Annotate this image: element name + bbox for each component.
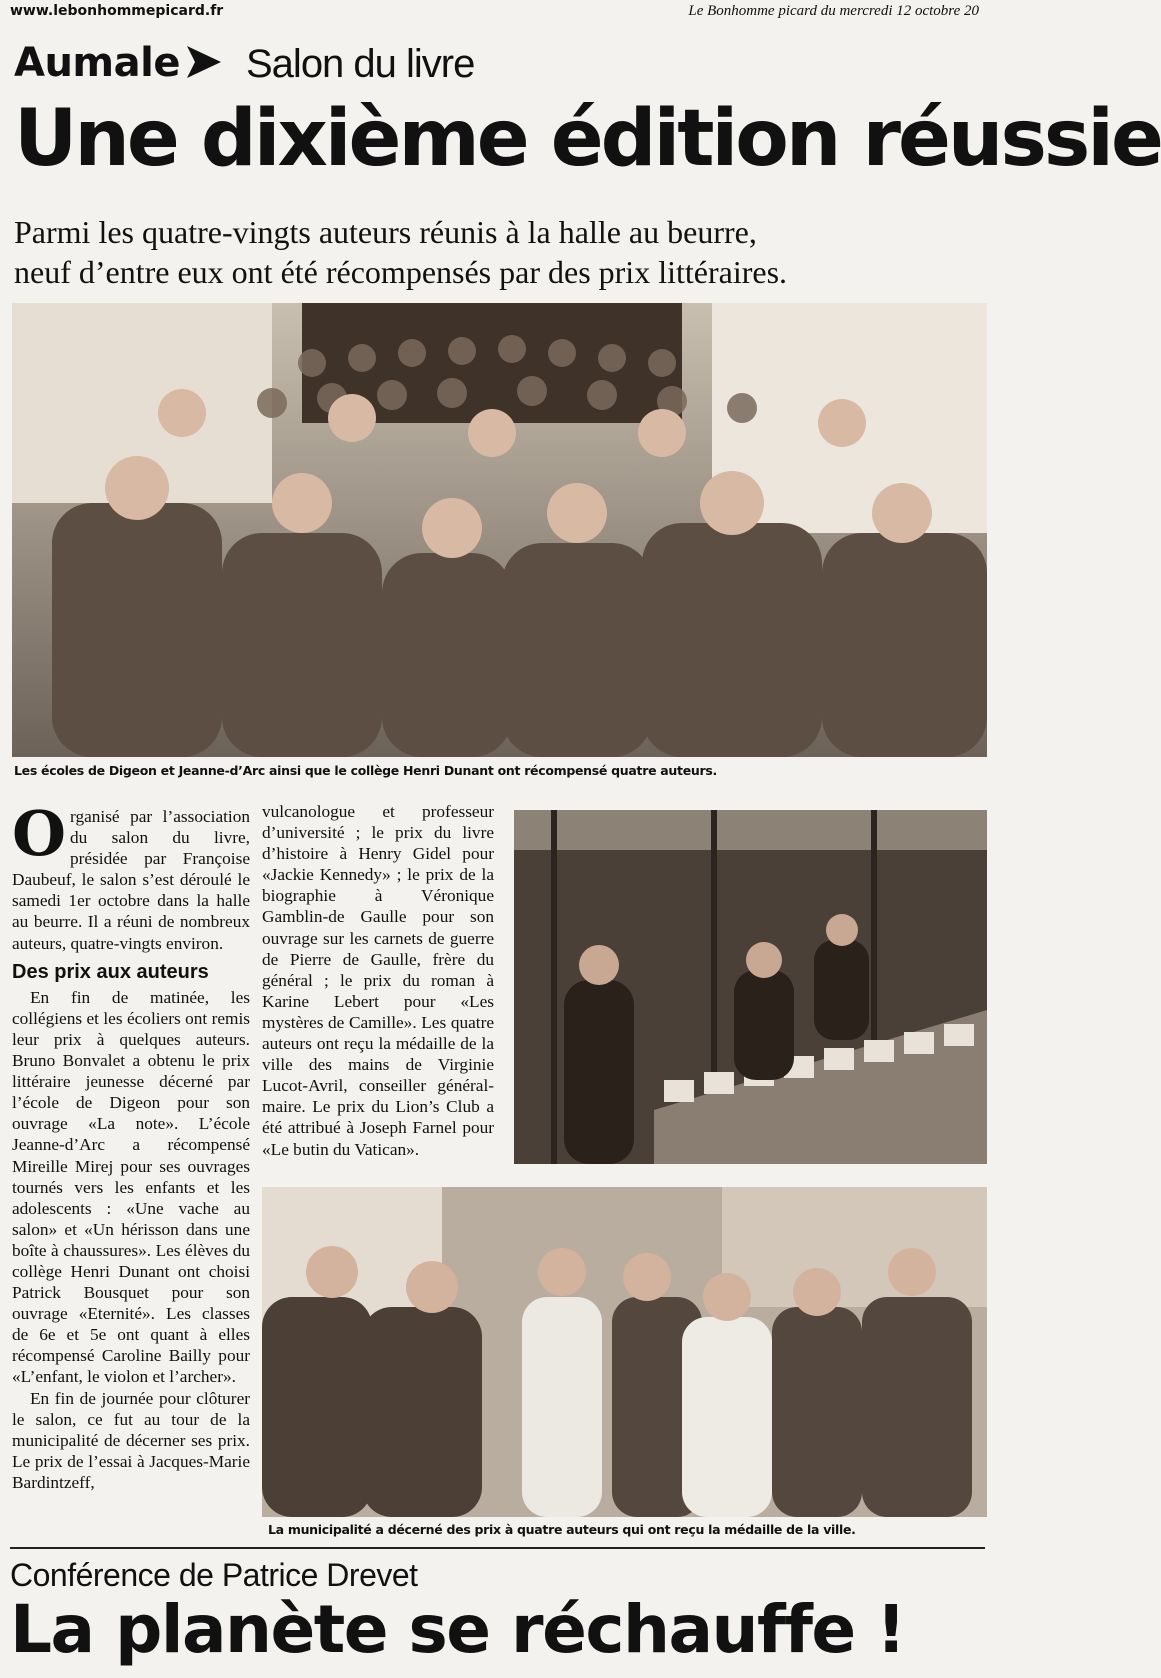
article-column-2 (262, 801, 494, 1160)
locality-label: Aumale (14, 40, 180, 86)
standfirst (14, 212, 982, 292)
group-photo (12, 303, 987, 757)
standfirst-line: neuf d’entre eux ont été récompensés par des prix littéraires. (14, 254, 788, 290)
drop-cap: O (12, 797, 67, 870)
headline: Une dixième édition réussie (14, 94, 1161, 184)
intro-paragraph: rganisé par l’association du salon du livre, présidée par Françoise Daubeuf, le salon s’est déroulé le samedi 1er octobre dans la halle au beurre. Il a réuni de nombreux auteurs, quatre-vingts environ. (12, 807, 250, 953)
date-line: Le Bonhomme picard du mercredi 12 octobre 20 (688, 3, 979, 19)
next-article-headline: La planète se réchauffe ! (10, 1591, 905, 1668)
body-paragraph: vulcanologue et professeur d’université ; le prix du livre d’histoire à Henry Gidel pour «Jackie Kennedy» ; le prix de la biographie à Véronique Gamblin-de Gaulle pour son ouvrage sur les carnets de guerre de Pierre de Gaulle, frère du général ; le prix du roman à Karine Lebert pour «Les mystères de Camille». Les quatre auteurs ont reçu la médaille de la ville des mains de Virginie Lucot-Avril, conseiller général-maire. Le prix du Lion’s Club a été attribué à Joseph Farnel pour «Le butin du Vatican». (262, 802, 494, 1159)
body-paragraph: En fin de matinée, les collégiens et les écoliers ont remis leur prix à quelques auteurs. Bruno Bonvalet a obtenu le prix littéraire jeunesse décerné par l’école de Digeon pour son ouvrage «La note». L’école Jeanne-d’Arc a récompensé Mireille Mirej pour ses ouvrages tournés vers les enfants et les adolescents : «Une vache au salon» et «Un hérisson dans une boîte à chaussures». Les élèves du collège Henri Dunant ont choisi Patrick Bousquet pour son ouvrage «Eternité». Les classes de 6e et 5e ont quant à elles récompensé Caroline Bailly pour «L’enfant, le violon et l’archer». (12, 987, 250, 1387)
section-label: Salon du livre (246, 42, 475, 86)
divider (10, 1547, 985, 1549)
next-article-kicker: Conférence de Patrice Drevet (10, 1557, 418, 1593)
award-winners-photo (262, 1187, 987, 1517)
body-paragraph: En fin de journée pour clôturer le salon, ce fut au tour de la municipalité de décerner ses prix. Le prix de l’essai à Jacques-Marie Bardintzeff, (12, 1388, 250, 1492)
standfirst-line: Parmi les quatre-vingts auteurs réunis à la halle au beurre, (14, 214, 757, 250)
book-fair-photo (514, 810, 987, 1164)
subhead: Des prix aux auteurs (12, 960, 209, 983)
arrow-right-icon (185, 44, 223, 80)
photo-caption: Les écoles de Digeon et Jeanne-d’Arc ainsi que le collège Henri Dunant ont récompensé quatre auteurs. (14, 763, 717, 778)
site-url: www.lebonhommepicard.fr (10, 3, 224, 19)
photo-caption: La municipalité a décerné des prix à quatre auteurs qui ont reçu la médaille de la ville. (268, 1522, 856, 1537)
article-column-1 (12, 797, 250, 1493)
